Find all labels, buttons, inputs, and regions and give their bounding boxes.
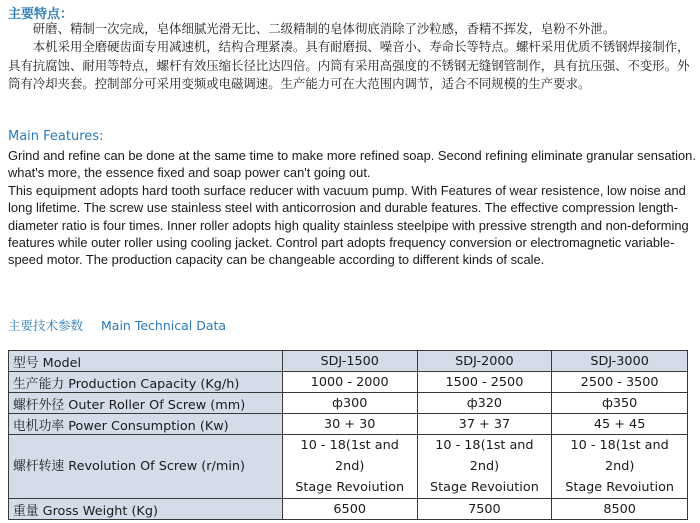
table-cell: ф320 [417,393,552,414]
header-model-3000: SDJ-3000 [552,351,688,372]
cell-line: Stage Revoiution [565,480,675,495]
table-cell: 37 + 37 [417,414,552,435]
row-label-capacity: 生产能力 Production Capacity (Kg/h) [9,372,283,393]
features-title-en: Main Features: [8,129,104,144]
table-cell: 2500 - 3500 [552,372,688,393]
header-model-1500: SDJ-1500 [282,351,417,372]
table-row [9,414,688,435]
table-cell: 6500 [282,499,417,520]
features-body-en [8,147,698,269]
features-para-en-2: This equipment adopts hard tooth surface reducer with vacuum pump. With Features of wear resistence, low noise and long lifetime. The screw use stainless steel with anticorrosion and durable features. The effective compression length-diameter ratio is four times. Inner roller adopts high quality stainless steelpipe with pressive strength and non-deforming features while outer roller using cooling jacket. Control part adopts frequency conversion or electromagnetic variable-speed motor. The production capacity can be changeable according to different kinds of scale. [8,182,689,268]
table-cell: ф350 [552,393,688,414]
row-label-outer-roller: 螺杆外径 Outer Roller Of Screw (mm) [9,393,283,414]
table-row [9,435,688,499]
header-model-2000: SDJ-2000 [417,351,552,372]
header-model-label: 型号 Model [9,351,283,372]
technical-data-title [8,316,226,334]
table-cell: 8500 [552,499,688,520]
features-para-en-1: Grind and refine can be done at the same time to make more refined soap. Second refining eliminate granular sensation. what's more, the essence fixed and soap power can't going out. [8,148,696,181]
table-cell: 1500 - 2500 [417,372,552,393]
table-row [9,499,688,520]
table-row [9,372,688,393]
technical-data-title-en: Main Technical Data [101,318,227,333]
table-header-row [9,351,688,372]
features-para-zh-2: 本机采用全磨硬齿面专用减速机，结构合理紧凑。具有耐磨损、噪音小、寿命长等特点。螺杆采用优质不锈钢焊接制作，具有抗腐蚀、耐用等特点，螺杆有效压缩长径比达四倍。内筒有采用高强度的不锈钢无缝钢管制作，具有抗压强、不变形。外筒有冷却夹套。控制部分可采用变频或电磁调速。生产能力可在大范围内调节，适合不同规模的生产要求。 [8,39,690,92]
table-row [9,393,688,414]
table-cell: 1000 - 2000 [282,372,417,393]
cell-line: 10 - 18(1st and 2nd) [570,438,669,474]
table-cell: ф300 [282,393,417,414]
features-body-zh [8,20,694,94]
features-para-zh-1: 研磨、精制一次完成，皂体细腻光滑无比、二级精制的皂体彻底消除了沙粒感，香精不挥发，皂粉不外泄。 [32,21,616,36]
technical-data-table [8,350,688,520]
table-cell: 30 + 30 [282,414,417,435]
features-title-zh: 主要特点： [8,7,74,22]
table-cell [417,435,552,499]
row-label-revolution: 螺杆转速 Revolution Of Screw (r/min) [9,435,283,499]
table-cell: 7500 [417,499,552,520]
cell-line: 10 - 18(1st and 2nd) [435,438,534,474]
row-label-power: 电机功率 Power Consumption (Kw) [9,414,283,435]
table-cell [552,435,688,499]
technical-data-title-zh: 主要技术参数 [8,318,84,333]
row-label-weight: 重量 Gross Weight (Kg) [9,499,283,520]
cell-line: 10 - 18(1st and 2nd) [300,438,399,474]
table-cell [282,435,417,499]
table-cell: 45 + 45 [552,414,688,435]
cell-line: Stage Revoiution [295,480,405,495]
cell-line: Stage Revoiution [429,480,539,495]
